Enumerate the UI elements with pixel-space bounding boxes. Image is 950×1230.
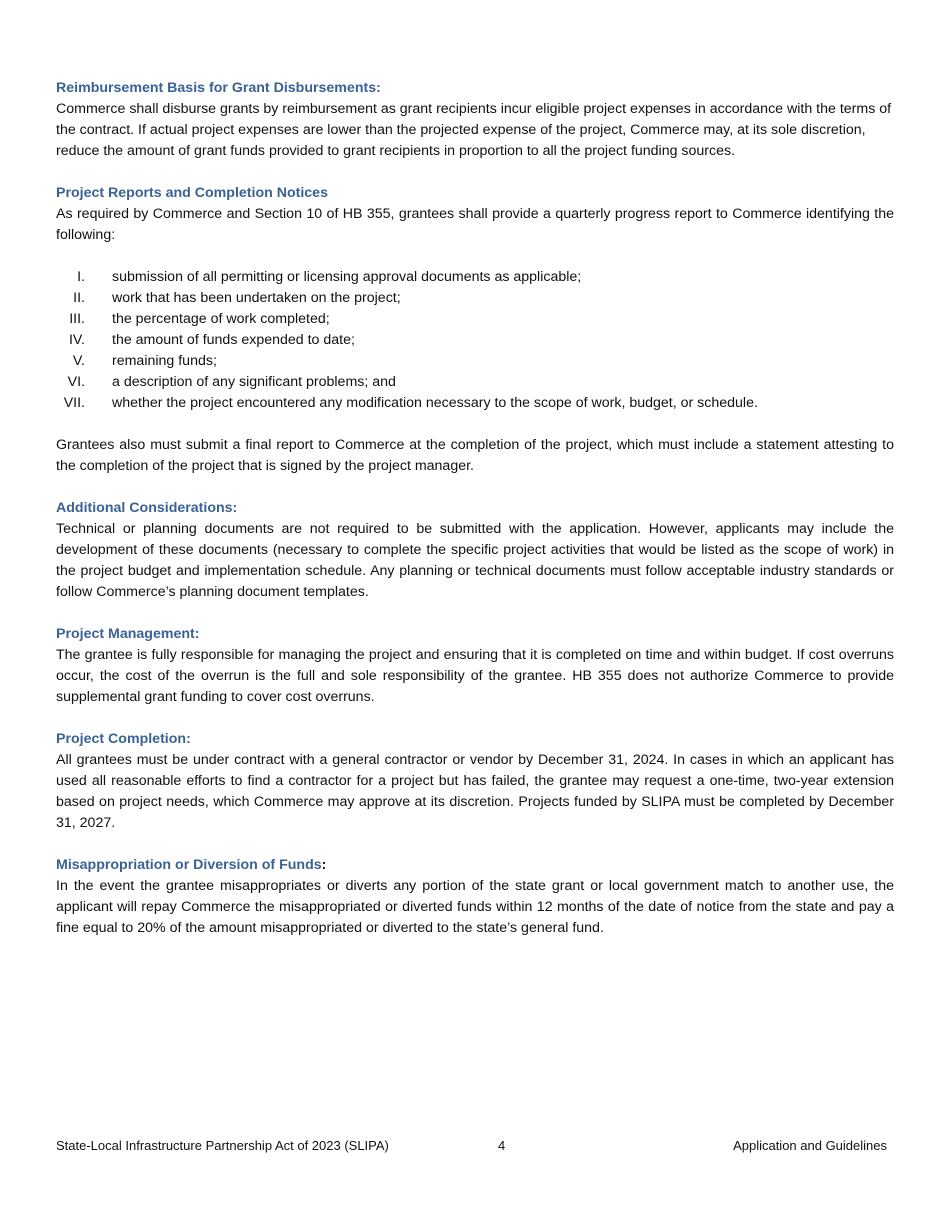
document-page [56, 78, 894, 960]
section-heading: Reimbursement Basis for Grant Disbursements: [56, 80, 381, 96]
list-item-text: remaining funds; [112, 353, 217, 369]
footer-page-number: 4 [498, 1138, 506, 1153]
list-item-text: whether the project encountered any modification necessary to the scope of work, budget, or schedule. [112, 395, 758, 411]
section-body: The grantee is fully responsible for managing the project and ensuring that it is completed on time and within budget. If cost overruns occur, the cost of the overrun is the full and sole responsibility of the grantee. HB 355 does not authorize Commerce to provide supplemental grant funding to cover cost overruns. [56, 647, 894, 705]
list-item-text: the percentage of work completed; [112, 311, 330, 327]
footer-document-title: State-Local Infrastructure Partnership Act of 2023 (SLIPA) [56, 1138, 389, 1153]
section-final-report: Grantees also must submit a final report to Commerce at the completion of the project, which must include a statement attesting to the completion of the project that is signed by the project manager. [56, 437, 894, 474]
section-management [56, 624, 894, 708]
report-items-list [56, 267, 894, 414]
section-heading [56, 855, 894, 876]
section-heading: Project Reports and Completion Notices [56, 185, 328, 201]
list-item-number: II. [73, 290, 85, 306]
list-item [56, 393, 894, 414]
list-item-number: VII. [63, 395, 85, 411]
section-heading-colon: : [321, 857, 327, 873]
list-item-text: a description of any significant problems; and [112, 374, 396, 390]
list-item-text: submission of all permitting or licensing approval documents as applicable; [112, 269, 582, 285]
section-heading: Project Management: [56, 626, 200, 642]
section-additional [56, 498, 894, 603]
list-item-text: work that has been undertaken on the project; [112, 290, 401, 306]
page-footer [56, 1137, 887, 1155]
section-heading: Project Completion: [56, 731, 191, 747]
section-heading: Additional Considerations: [56, 500, 238, 516]
section-heading-text: Misappropriation or Diversion of Funds [56, 857, 322, 873]
section-body: All grantees must be under contract with a general contractor or vendor by December 31, 2024. In cases in which an applicant has used all reasonable efforts to find a contractor for a project but has failed, the grantee may request a one-time, two-year extension based on project needs, which Commerce may approve at its discretion. Projects funded by SLIPA must be completed by December 31, 2027. [56, 752, 894, 831]
footer-document-type: Application and Guidelines [733, 1138, 887, 1153]
list-item-text: the amount of funds expended to date; [112, 332, 355, 348]
list-item [56, 372, 894, 393]
list-item-number: VI. [67, 374, 85, 390]
list-item [56, 330, 894, 351]
list-item [56, 309, 894, 330]
section-misappropriation [56, 855, 894, 939]
list-item [56, 288, 894, 309]
list-item-number: IV. [68, 332, 85, 348]
section-intro: As required by Commerce and Section 10 of HB 355, grantees shall provide a quarterly progress report to Commerce identifying the following: [56, 206, 894, 243]
list-item-number: I. [77, 269, 85, 285]
section-completion [56, 729, 894, 834]
list-item-number: V. [72, 353, 85, 369]
list-item [56, 351, 894, 372]
section-reports [56, 183, 894, 477]
section-body: In the event the grantee misappropriates or diverts any portion of the state grant or local government match to another use, the applicant will repay Commerce the misappropriated or diverted funds within 12 months of the date of notice from the state and pay a fine equal to 20% of the amount misappropriated or diverted to the state’s general fund. [56, 878, 894, 936]
section-reimbursement [56, 78, 894, 162]
list-item [56, 267, 894, 288]
section-body: Commerce shall disburse grants by reimbursement as grant recipients incur eligible project expenses in accordance with the terms of the contract. If actual project expenses are lower than the projected expense of the project, Commerce may, at its sole discretion, reduce the amount of grant funds provided to grant recipients in proportion to all the project funding sources. [56, 101, 892, 159]
section-body: Technical or planning documents are not required to be submitted with the application. However, applicants may include the development of these documents (necessary to complete the specific project activities that would be listed as the scope of work) in the project budget and implementation schedule. Any planning or technical documents must follow acceptable industry standards or follow Commerce’s planning document templates. [56, 521, 894, 600]
list-item-number: III. [69, 311, 85, 327]
